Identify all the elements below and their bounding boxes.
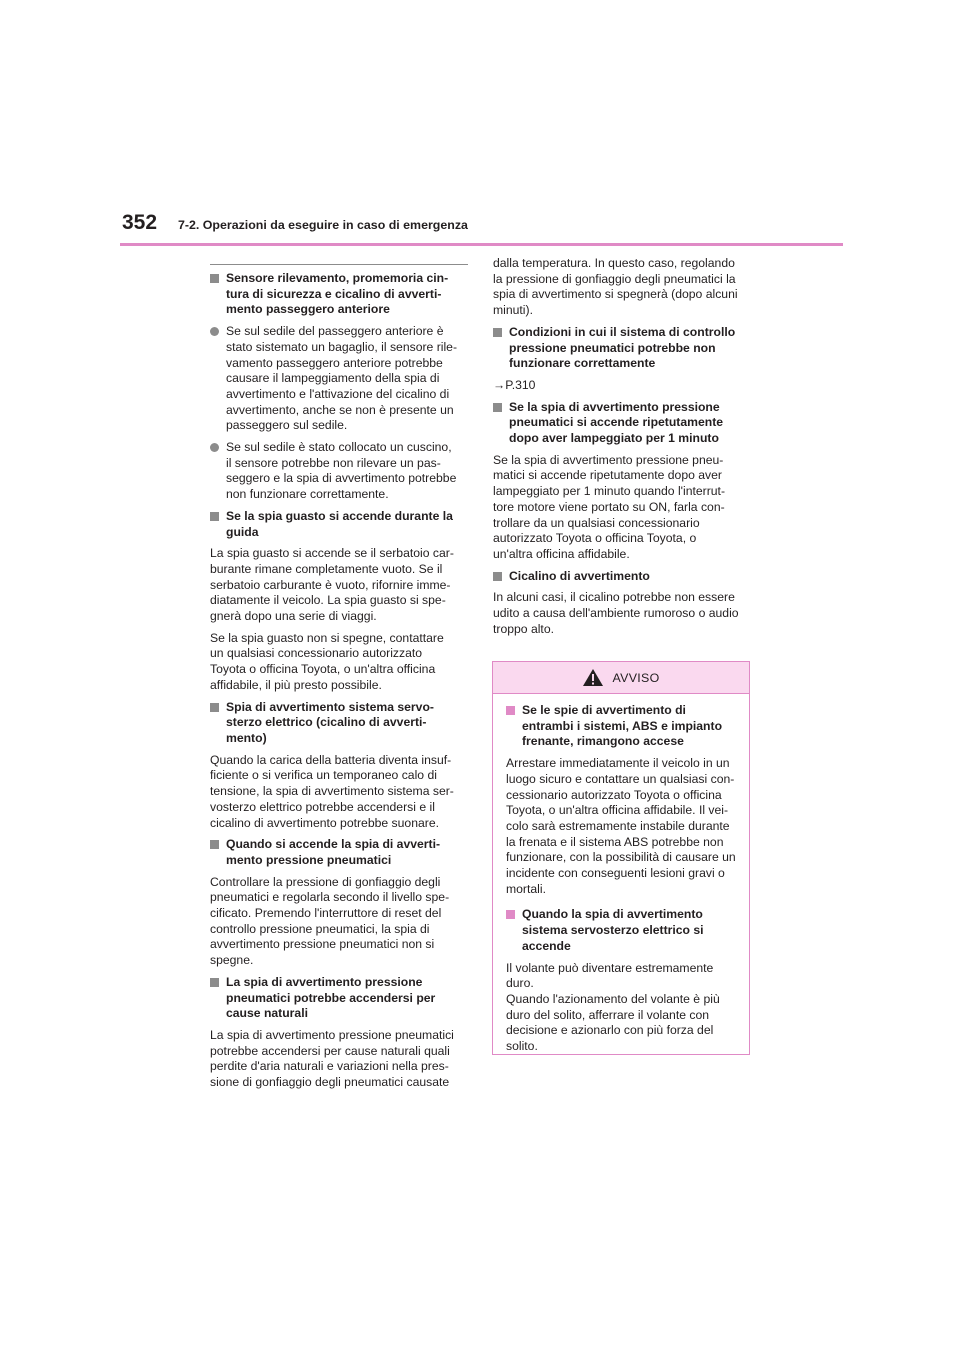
page-number: 352 [122,211,158,234]
heading-text: La spia di avvertimento pressione pneumatici potrebbe accendersi per cause naturali [226,974,436,1021]
square-bullet-icon [493,403,502,412]
heading-text: Condizioni in cui il sistema di controllo pressione pneumatici potrebbe non funzionare correttamente [509,324,736,371]
section-heading [493,325,752,372]
square-bullet-icon [493,572,502,581]
square-bullet-icon [493,328,502,337]
chapter-title: 7-2. Operazioni da eseguire in caso di emergenza [178,218,468,232]
heading-text: Se la spia di avvertimento pressione pneumatici si accende ripetutamente dopo aver lampeggiato per 1 minuto [509,399,724,446]
paragraph: Se la spia guasto non si spegne, contattare un qualsiasi concessionario autorizzato Toyota o officina Toyota, o un'altra officina affidabile, il più presto possibile. [210,630,444,692]
section-heading [210,700,469,747]
section-heading [210,975,469,1022]
section-heading [210,837,469,868]
square-bullet-icon [506,706,515,715]
heading-text: Spia di avvertimento sistema servo- sterzo elettrico (cicalino di avverti- mento) [226,699,434,745]
left-column [210,271,469,1097]
column-top-rule [210,264,468,265]
heading-text: Quando si accende la spia di avverti- mento pressione pneumatici [226,837,441,867]
round-bullet-icon [210,443,219,452]
section-heading [210,509,469,540]
heading-text: Se la spia guasto si accende durante la guida [226,508,453,539]
heading-text: Sensore rilevamento, promemoria cin- tura di sicurezza e cicalino di avverti- mento passeggero anteriore [226,271,449,317]
heading-text: Quando la spia di avvertimento sistema servosterzo elettrico si accende [522,907,704,953]
warning-paragraph: Arrestare immediatamente il veicolo in un luogo sicuro e contattare un qualsiasi con- cessionario autorizzato Toyota o officina Toyota, o un'altra officina affidabile. Il vei- colo sarà estremamente instabile durante la frenata e il sistema ABS potrebbe non funzionare, con la possibilità di causare un incidente con conseguenti lesioni gravi o mortali. [506,756,736,896]
square-bullet-icon [210,274,219,283]
square-bullet-icon [506,910,515,919]
warning-body [493,694,749,1055]
square-bullet-icon [210,978,219,987]
warning-paragraph: Il volante può diventare estremamente duro. Quando l'azionamento del volante è più duro del solito, afferrare il volante con decisione e azionarlo con più forza del solito. [506,960,720,1054]
paragraph: La spia di avvertimento pressione pneumatici potrebbe accendersi per cause naturali quali perdite d'aria naturali e variazioni nella pres- sione di gonfiaggio degli pneumatici causate [210,1027,454,1090]
warning-heading [506,907,737,954]
header-rule [120,243,843,246]
warning-header [493,662,749,694]
bullet-item [210,440,469,503]
warning-heading [506,703,737,750]
warning-triangle-icon [582,668,604,687]
bullet-text: Se sul sedile del passeggero anteriore è stato sistemato un bagaglio, il sensore rile- vamento passeggero anteriore potrebbe causare il lampeggiamento della spia di avvertimento e l'attivazione del cicalino di avvertimento, anche se non è presente un passeggero sul sedile. [226,324,458,433]
section-heading [210,271,469,318]
bullet-item [210,324,469,434]
heading-text: Cicalino di avvertimento [509,568,650,583]
right-column [493,256,752,643]
section-heading [493,400,752,447]
paragraph: Se la spia di avvertimento pressione pneu- matici si accende ripetutamente dopo aver lampeggiato per 1 minuto quando l'interrut- tore motore viene portato su ON, farla con- trollare da un qualsiasi concessionario autorizzato Toyota o officina Toyota, o un'altra officina affidabile. [493,452,725,561]
section-heading [493,569,752,585]
heading-text: Se le spie di avvertimento di entrambi i sistemi, ABS e impianto frenante, rimangono accese [522,703,723,749]
paragraph: In alcuni casi, il cicalino potrebbe non essere udito a causa dell'ambiente rumoroso o audio troppo alto. [493,590,739,636]
page-reference: →P.310 [493,377,536,392]
paragraph: Quando la carica della batteria diventa insuf- ficiente o si verifica un temporaneo calo di tensione, la spia di avvertimento sistema ser- vosterzo elettrico potrebbe accendersi e il cicalino di avvertimento potrebbe suonare. [210,752,454,830]
paragraph: Controllare la pressione di gonfiaggio degli pneumatici e regolarla secondo il livello spe- cificato. Premendo l'interruttore di reset del controllo pressione pneumatici, la spia di avvertimento pressione pneumatici non si spegne. [210,874,450,968]
round-bullet-icon [210,327,219,336]
bullet-text: Se sul sedile è stato collocato un cuscino, il sensore potrebbe non rilevare un pas- seggero e la spia di avvertimento potrebbe non funzionare correttamente. [226,440,457,502]
warning-title: AVVISO [612,670,660,685]
square-bullet-icon [210,703,219,712]
square-bullet-icon [210,512,219,521]
square-bullet-icon [210,840,219,849]
paragraph: La spia guasto si accende se il serbatoio car- burante rimane completamente vuoto. Se il serbatoio carburante è vuoto, rifornire imme- diatamente il veicolo. La spia guasto si spe- gnerà dopo una serie di viaggi. [210,546,454,624]
warning-box [492,661,750,1055]
paragraph: dalla temperatura. In questo caso, regolando la pressione di gonfiaggio degli pneumatici la spia di avvertimento si spegnerà (dopo alcuni minuti). [493,256,738,318]
